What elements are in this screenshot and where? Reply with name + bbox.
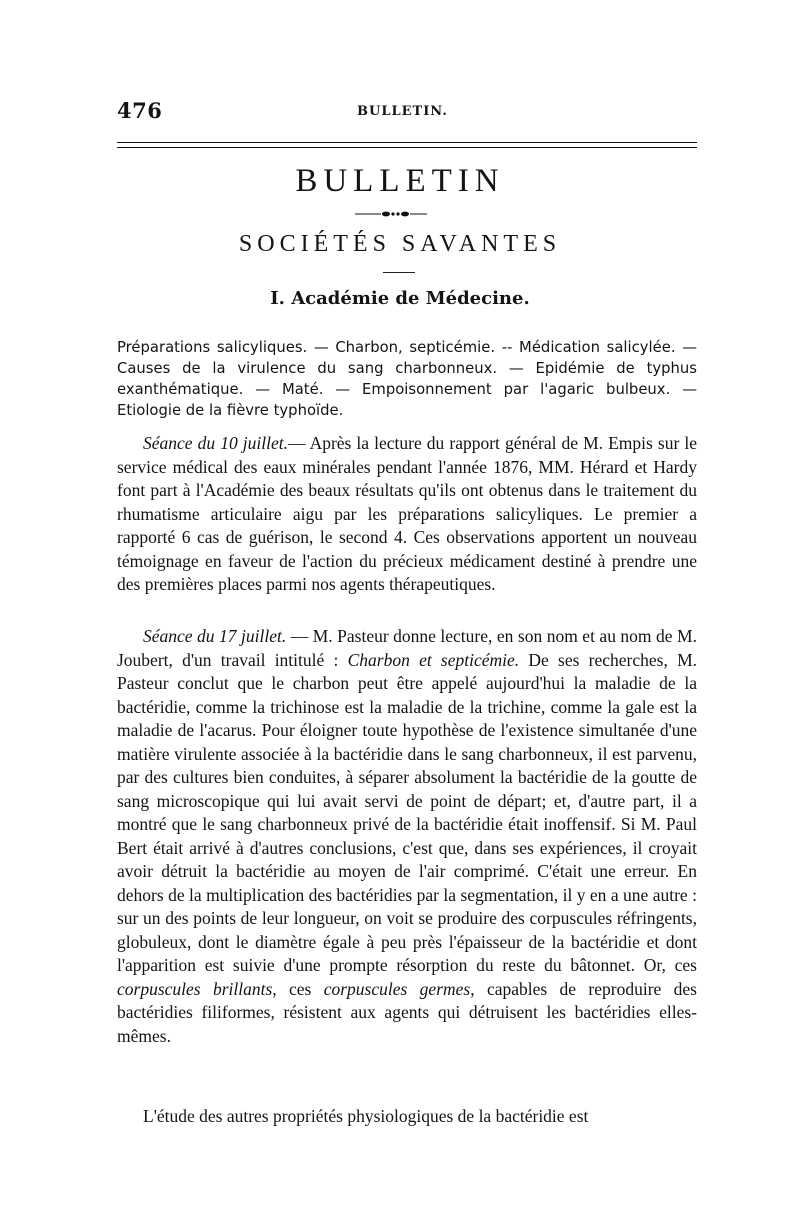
paragraph-text: De ses recherches, M. Pasteur conclut que le charbon peut être appelé aujourd'hui la maladie de la bactéridie, comme la trichinose est la maladie de la trichine, comme la gale est la maladie de l'acarus. Pour éloigner toute hypothèse de l'existence simultanée d'une matière virulente associée à la bactéridie dans le sang charbonneux, il est parvenu, par des cultures bien conduites, à séparer absolument la bactéridie de la goutte de sang microscopique qui lui avait servi de point de départ; et, d'autre part, il a montré que le sang charbonneux privé de la bactéridie était inoffensif. Si M. Paul Bert était arrivé à d'autres conclusions, c'est que, dans ses expériences, il croyait avoir détruit la bactéridie au moyen de l'air comprimé. C'était une erreur. En dehors de la multiplication des bactéridies par la segmentation, il y en a une autre : sur un des points de leur longueur, on voit se produire des corpuscules réfringents, globuleux, dont le diamètre égale à peu près l'épaisseur de la bactéridie et dont l'apparition est suivie d'une prompte résorption du reste du bâtonnet. Or, ces — [117, 649, 698, 975]
seance-date: Séance du 10 juillet. — [143, 433, 288, 453]
running-title: BULLETIN. — [357, 104, 448, 119]
main-title: BULLETIN — [295, 163, 505, 199]
paragraph-text: L'étude des autres propriétés physiologiques de la bactéridie est — [143, 1106, 589, 1126]
header-rule-top — [117, 142, 697, 143]
section-title: SOCIÉTÉS SAVANTES — [238, 231, 562, 257]
summary-text: Préparations salicyliques. — Charbon, septicémie. -- Médication salicylée. — Causes de la virulence du sang charbonneux. — Epidémie de typhus exanthématique. — Maté. — Empoisonnement par l'agaric bulbeux. — Etiologie de la fièvre typhoïde. — [117, 339, 697, 419]
ornament-divider — [355, 211, 427, 217]
header-rule-bottom — [117, 147, 697, 148]
work-title: Charbon et septicémie. — [347, 649, 520, 670]
summary-block — [117, 337, 697, 421]
paragraph-text: — Après la lecture du rapport général de M. Empis sur le service médical des eaux minérales pendant l'année 1876, MM. Hérard et Hardy font part à l'Académie des beaux résultats qu'ils ont obtenus dans le traitement du rhumatisme articulaire aigu par les préparations salicyliques. Le premier a rapporté 6 cas de guérison, le second 4. Ces observations apportent un nouveau témoignage en faveur de l'action du précieux médicament destiné à prendre une des premières places parmi nos agents thérapeutiques. — [117, 433, 697, 594]
paragraph-text: , ces — [272, 978, 324, 999]
page-number: 476 — [117, 98, 163, 123]
subsection-heading: I. Académie de Médecine. — [270, 288, 530, 309]
paragraph-seance-10-juillet — [117, 432, 697, 597]
paragraph-text: , capables de reproduire des bactéridies filiformes, résistent aux agents qui détruisent les bactéridies elles-mêmes. — [117, 978, 697, 1046]
italic-term: corpuscules germes — [323, 978, 471, 999]
paragraph-seance-17-juillet — [117, 625, 697, 1048]
paragraph-text: — M. Pasteur donne lecture, en son nom et au nom de M. Joubert, d'un travail intitulé : — [117, 626, 697, 670]
running-head — [117, 98, 697, 122]
paragraph-continuation — [117, 1105, 697, 1129]
seance-date: Séance du 17 juillet. — [143, 626, 287, 646]
small-divider — [383, 272, 415, 273]
italic-term: corpuscules brillants — [117, 978, 273, 999]
